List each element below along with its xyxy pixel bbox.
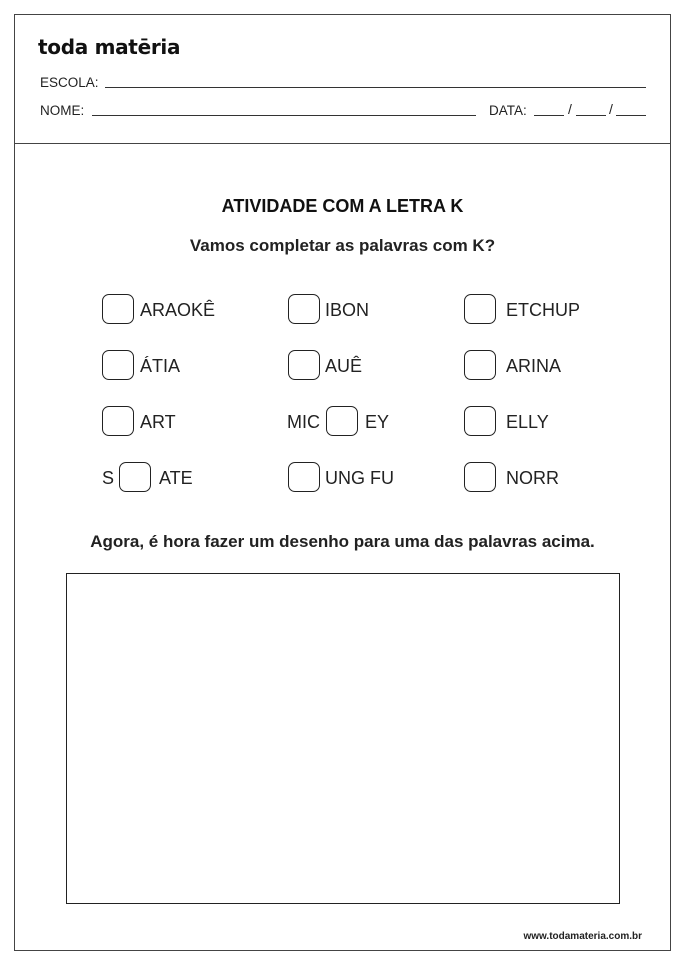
answer-box[interactable] bbox=[102, 350, 134, 380]
word-suffix: AUÊ bbox=[325, 356, 363, 376]
word-suffix: IBON bbox=[325, 300, 370, 320]
school-label: ESCOLA: bbox=[40, 75, 99, 90]
date-day-line[interactable] bbox=[534, 115, 564, 116]
answer-box[interactable] bbox=[464, 462, 496, 492]
answer-box[interactable] bbox=[288, 294, 320, 324]
word-prefix: MIC bbox=[287, 412, 320, 432]
date-separator: / bbox=[609, 101, 613, 117]
activity-title: ATIVIDADE COM A LETRA K bbox=[221, 196, 464, 216]
word-suffix: EY bbox=[365, 412, 390, 432]
word-suffix: ELLY bbox=[506, 412, 549, 432]
date-year-line[interactable] bbox=[616, 115, 646, 116]
answer-box[interactable] bbox=[464, 350, 496, 380]
brand-logo: toda matēria bbox=[38, 35, 181, 59]
drawing-instruction: Agora, é hora fazer um desenho para uma das palavras acima. bbox=[90, 532, 595, 551]
answer-box[interactable] bbox=[288, 350, 320, 380]
word-suffix: ÁTIA bbox=[140, 356, 181, 376]
date-separator: / bbox=[568, 101, 572, 117]
drawing-area[interactable] bbox=[66, 573, 620, 904]
answer-box[interactable] bbox=[119, 462, 151, 492]
word-suffix: ETCHUP bbox=[506, 300, 581, 320]
word-suffix: NORR bbox=[506, 468, 559, 488]
worksheet-page bbox=[14, 14, 671, 951]
word-suffix: UNG FU bbox=[325, 468, 394, 488]
word-suffix: ARINA bbox=[506, 356, 562, 376]
date-label: DATA: bbox=[489, 103, 527, 118]
answer-box[interactable] bbox=[102, 406, 134, 436]
word-suffix: ART bbox=[140, 412, 176, 432]
footer-website: www.todamateria.com.br bbox=[523, 931, 642, 942]
word-suffix: ARAOKÊ bbox=[140, 300, 216, 320]
answer-box[interactable] bbox=[326, 406, 358, 436]
word-prefix: S bbox=[102, 468, 115, 488]
school-field-line[interactable] bbox=[105, 87, 646, 88]
answer-box[interactable] bbox=[288, 462, 320, 492]
answer-box[interactable] bbox=[464, 406, 496, 436]
date-month-line[interactable] bbox=[576, 115, 606, 116]
name-label: NOME: bbox=[40, 103, 85, 118]
word-suffix: ATE bbox=[159, 468, 193, 488]
answer-box[interactable] bbox=[464, 294, 496, 324]
answer-box[interactable] bbox=[102, 294, 134, 324]
activity-subtitle: Vamos completar as palavras com K? bbox=[189, 236, 496, 255]
name-field-line[interactable] bbox=[92, 115, 476, 116]
header-divider bbox=[15, 143, 670, 144]
